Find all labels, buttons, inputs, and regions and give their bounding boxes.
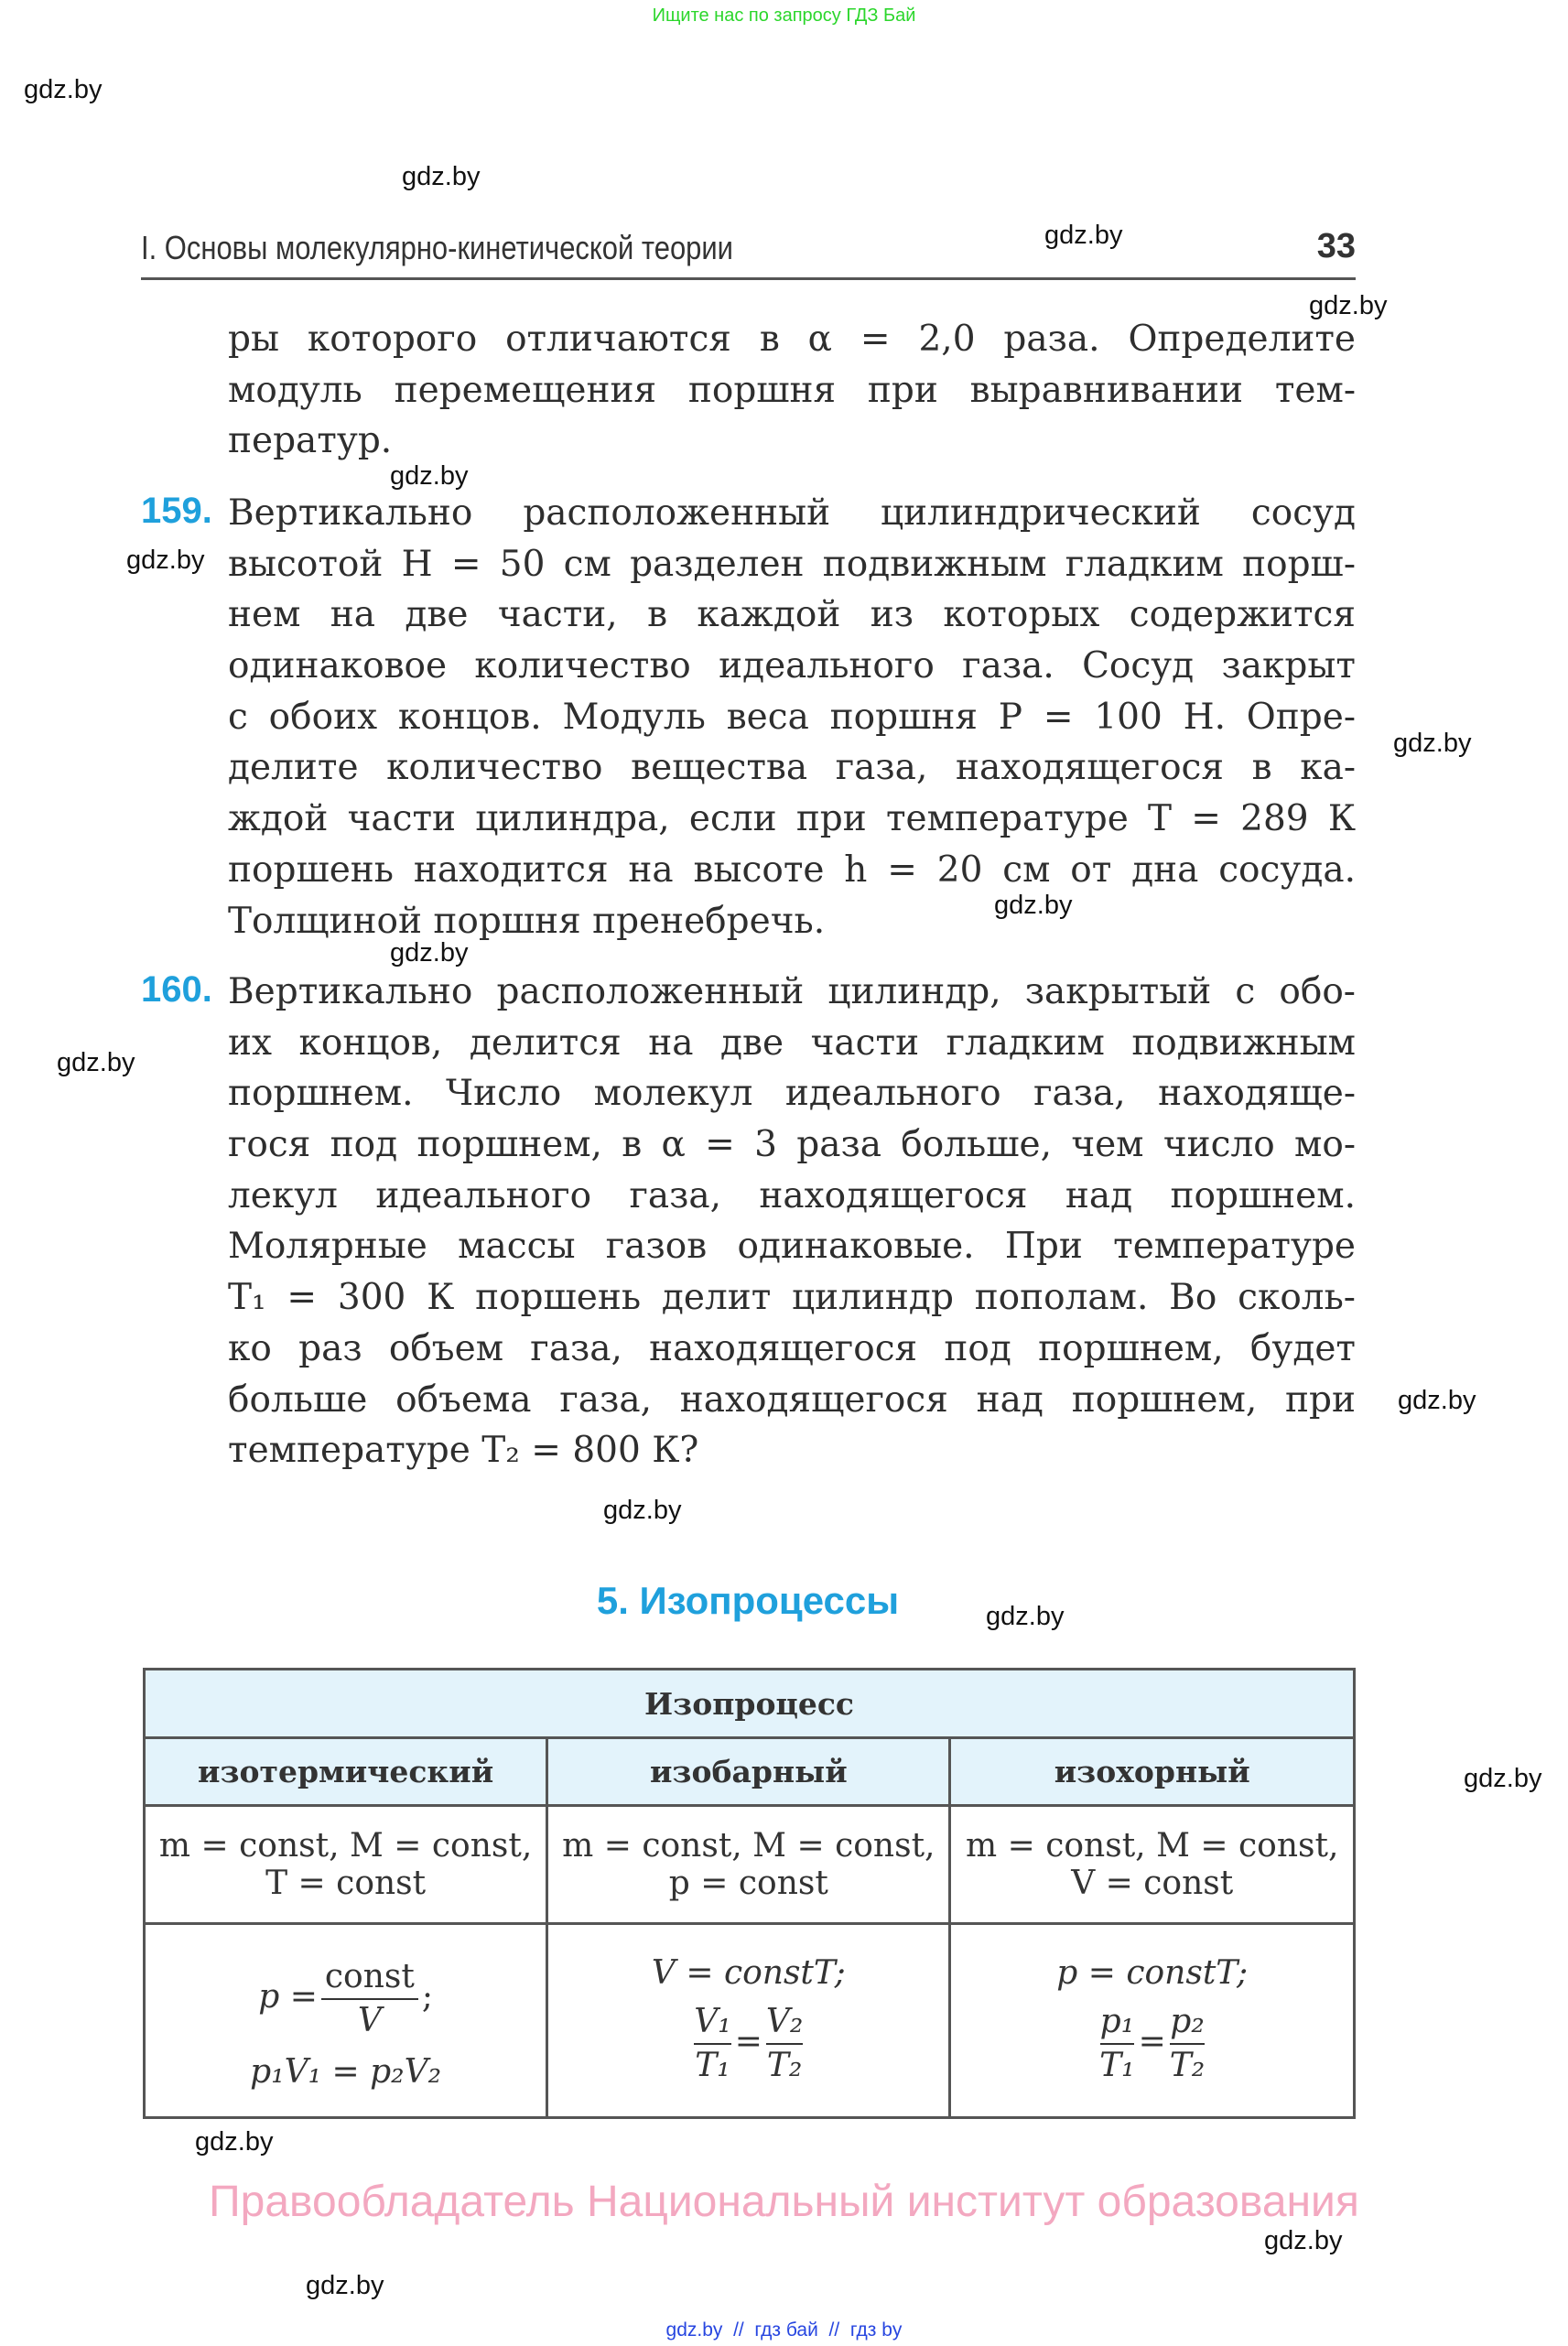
chapter-title: I. Основы молекулярно-кинетической теории — [141, 229, 733, 266]
condition-line: p = const — [668, 1865, 828, 1902]
copyright-notice: Правообладатель Национальный институт образования — [209, 2178, 1359, 2226]
numerator: V₂ — [766, 2001, 803, 2045]
condition-line: m = const, M = const, — [966, 1827, 1339, 1865]
numerator: p₂ — [1170, 2001, 1204, 2045]
text-line: Вертикально расположенный цилиндр, закрытый с обо- — [228, 971, 1356, 1012]
problem-160 — [228, 967, 1356, 1476]
section-title: 5. Изопроцессы — [596, 1579, 900, 1622]
text-line: поршнем. Число молекул идеального газа, находяще- — [228, 1073, 1356, 1115]
fraction — [1170, 2001, 1205, 2087]
watermark: gdz.by — [126, 546, 205, 575]
conditions-cell — [950, 1806, 1355, 1924]
numerator: V₁ — [694, 2001, 730, 2045]
problem-159 — [228, 488, 1356, 946]
formula: V = constT; — [651, 1954, 846, 1992]
condition-line: m = const, M = const, — [158, 1827, 533, 1865]
boyle-law: p₁V₁ = p₂V₂ — [250, 2053, 442, 2091]
equals: = — [734, 2023, 762, 2060]
equals: = — [1138, 2023, 1166, 2060]
intro-text — [228, 314, 1356, 467]
column-header: изохорный — [950, 1738, 1355, 1806]
watermark: gdz.by — [1309, 291, 1388, 320]
problem-number: 159. — [141, 491, 212, 531]
watermark: gdz.by — [306, 2271, 384, 2300]
condition-line: m = const, M = const, — [562, 1827, 935, 1865]
text-line: высотой H = 50 см разделен подвижным гладким порш- — [228, 543, 1356, 585]
denominator: T₂ — [1169, 2047, 1206, 2084]
fraction — [766, 2001, 803, 2087]
watermark: gdz.by — [603, 1496, 682, 1525]
watermark: gdz.by — [994, 891, 1073, 920]
watermark: gdz.by — [1264, 2226, 1343, 2255]
column-header: изобарный — [547, 1738, 950, 1806]
isothermal-law-cell — [145, 1924, 547, 2118]
text-line: делите количество вещества газа, находящегося в ка- — [228, 747, 1356, 789]
watermark: gdz.by — [1393, 729, 1472, 758]
fraction — [694, 2001, 730, 2087]
text-line: ры которого отличаются в α = 2,0 раза. Определите — [228, 319, 1356, 360]
isobaric-law-cell — [547, 1924, 950, 2118]
denominator: T₂ — [766, 2047, 803, 2084]
isochoric-law-cell — [950, 1924, 1355, 2118]
fraction — [1099, 2001, 1134, 2087]
watermark: gdz.by — [986, 1602, 1065, 1631]
text-line: Толщиной поршня пренебречь. — [228, 900, 826, 942]
denominator: V — [357, 2002, 382, 2039]
condition-line: V = const — [1071, 1865, 1234, 1902]
text-line: лекул идеального газа, находящегося над поршнем. — [228, 1174, 1356, 1216]
formula: p = constT; — [1056, 1954, 1249, 1992]
text-line: модуль перемещения поршня при выравнивании тем- — [228, 369, 1356, 411]
text-line: Вертикально расположенный цилиндрический сосуд — [228, 492, 1356, 534]
watermark: gdz.by — [195, 2127, 274, 2157]
page-number: 33 — [1316, 227, 1356, 265]
text-line: поршень находится на высоте h = 20 см от дна сосуда. — [228, 849, 1356, 891]
header-divider — [141, 277, 1356, 280]
watermark: gdz.by — [390, 938, 469, 968]
watermark: gdz.by — [57, 1048, 135, 1077]
watermark: gdz.by — [1044, 221, 1123, 250]
text-line: гося под поршнем, в α = 3 раза больше, чем число мо- — [228, 1124, 1356, 1166]
watermark: gdz.by — [1398, 1386, 1476, 1415]
text-line: их концов, делится на две части гладким подвижным — [228, 1022, 1356, 1064]
conditions-cell — [145, 1806, 547, 1924]
text-line: температуре T₂ = 800 К? — [228, 1430, 699, 1472]
column-header: изотермический — [145, 1738, 547, 1806]
text-line: одинаковое количество идеального газа. Сосуд закрыт — [228, 645, 1356, 687]
watermark: gdz.by — [390, 461, 469, 491]
text-line: нем на две части, в каждой из которых содержится — [228, 594, 1356, 636]
text-line: больше объема газа, находящегося над поршнем, при — [228, 1378, 1356, 1421]
denominator: T₁ — [1099, 2047, 1135, 2084]
formula-lhs: p = — [258, 1978, 318, 2016]
text-line: с обоих концов. Модуль веса поршня P = 100 Н. Опре- — [228, 696, 1356, 738]
numerator: const — [321, 1956, 418, 2000]
watermark: gdz.by — [1464, 1764, 1542, 1793]
conditions-cell — [547, 1806, 950, 1924]
text-line: ператур. — [228, 420, 393, 462]
formula-tail: ; — [421, 1978, 433, 2016]
denominator: T₁ — [695, 2047, 730, 2084]
problem-number: 160. — [141, 969, 212, 1010]
table-header: Изопроцесс — [145, 1670, 1355, 1738]
text-line: ко раз объем газа, находящегося под поршнем, будет — [228, 1327, 1356, 1369]
numerator: p₁ — [1100, 2001, 1134, 2045]
text-line: Молярные массы газов одинаковые. При температуре — [228, 1226, 1356, 1268]
condition-line: T = const — [265, 1865, 427, 1902]
search-hint: Ищите нас по запросу ГДЗ Бай — [652, 5, 916, 26]
watermark: gdz.by — [24, 75, 103, 104]
bottom-links[interactable]: gdz.by // гдз бай // гдз by — [665, 2319, 903, 2341]
isoprocess-table — [143, 1668, 1356, 2119]
text-line: ждой части цилиндра, если при температуре T = 289 К — [228, 798, 1356, 840]
fraction — [321, 1956, 418, 2042]
watermark: gdz.by — [402, 162, 481, 191]
text-line: T₁ = 300 К поршень делит цилиндр пополам. Во сколь- — [228, 1277, 1356, 1319]
